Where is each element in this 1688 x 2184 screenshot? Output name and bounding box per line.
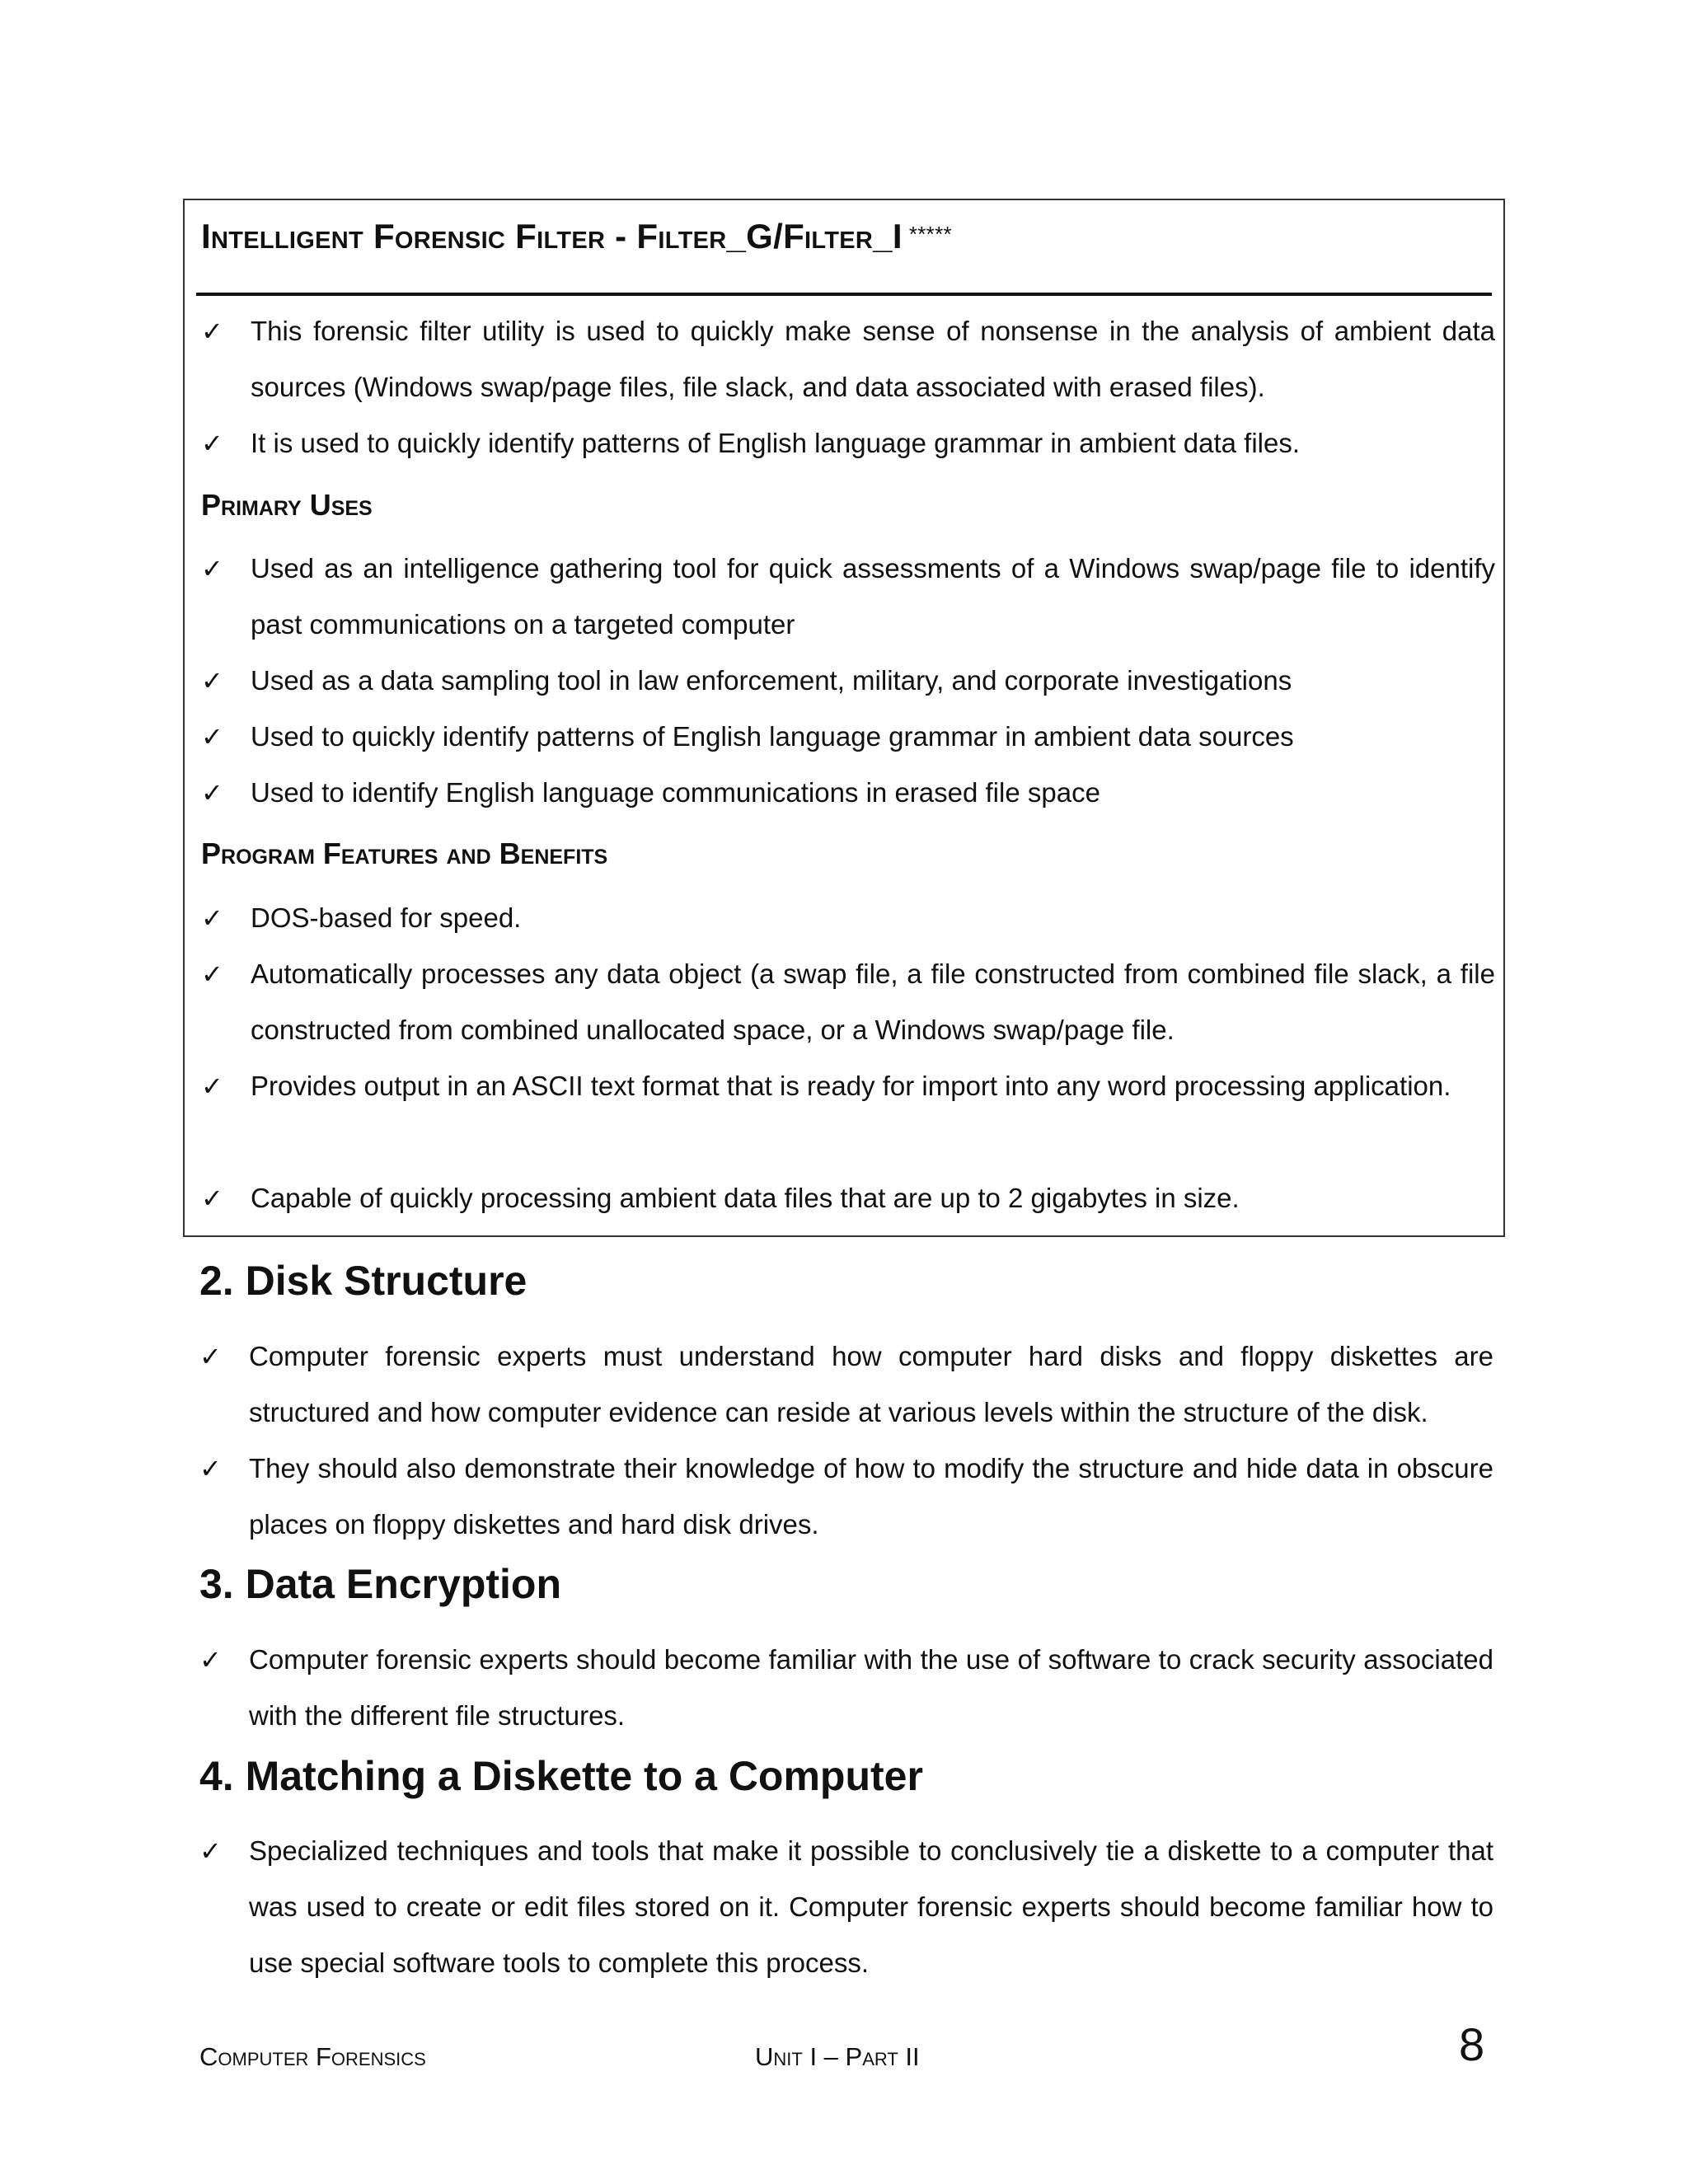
list-item: ✓ Capable of quickly processing ambient data files that are up to 2 gigabytes in size. [201,1170,1495,1226]
checkmark-icon: ✓ [201,1183,223,1213]
checkmark-icon: ✓ [201,429,223,458]
list-item: ✓ Computer forensic experts should become familiar with the use of software to crack security associated with the different file structures. [199,1632,1493,1744]
list-item: ✓ They should also demonstrate their knowledge of how to modify the structure and hide data in obscure places on floppy diskettes and hard disk drives. [199,1441,1493,1553]
checkmark-icon: ✓ [199,1836,222,1866]
checkmark-icon: ✓ [201,554,223,583]
title-divider [196,293,1492,296]
box-title [201,217,952,256]
checkmark-icon: ✓ [201,903,223,933]
checkmark-icon: ✓ [199,1454,222,1483]
list-item: ✓ DOS-based for speed. [201,890,1495,946]
section-heading-data-encryption: 3. Data Encryption [199,1561,561,1607]
list-item: ✓ Used to identify English language communications in erased file space [201,765,1495,821]
checkmark-icon: ✓ [201,722,223,752]
footer-unit-label: Unit I – Part II [755,2042,920,2071]
list-item: ✓ Used as an intelligence gathering tool for quick assessments of a Windows swap/page file to identify past communications on a targeted computer [201,541,1495,653]
box-title-text: Intelligent Forensic Filter - Filter_G/Filter_I [201,217,903,255]
rating-stars: ***** [908,222,952,246]
checkmark-icon: ✓ [201,959,223,989]
checkmark-icon: ✓ [199,1645,222,1675]
filter-info-box [183,199,1505,1237]
list-item: ✓ Computer forensic experts must understand how computer hard disks and floppy diskettes are structured and how computer evidence can reside at various levels within the structure of the disk. [199,1329,1493,1441]
page-number: 8 [1459,2018,1485,2070]
primary-uses-heading: Primary Uses [201,488,373,522]
list-item: ✓ Used to quickly identify patterns of English language grammar in ambient data sources [201,709,1495,765]
checkmark-icon: ✓ [201,778,223,808]
section-heading-matching-diskette: 4. Matching a Diskette to a Computer [199,1753,923,1799]
checkmark-icon: ✓ [201,1071,223,1101]
checkmark-icon: ✓ [201,316,223,346]
list-item: ✓ It is used to quickly identify patterns of English language grammar in ambient data files. [201,415,1495,471]
list-item: ✓ This forensic filter utility is used to quickly make sense of nonsense in the analysis of ambient data sources (Windows swap/page files, file slack, and data associated with erased files). [201,303,1495,415]
section-heading-disk-structure: 2. Disk Structure [199,1258,528,1304]
list-item: ✓ Used as a data sampling tool in law enforcement, military, and corporate investigations [201,653,1495,709]
footer-course-title: Computer Forensics [199,2042,426,2071]
list-item: ✓ Provides output in an ASCII text format that is ready for import into any word processing application. [201,1058,1495,1114]
checkmark-icon: ✓ [201,666,223,696]
list-item: ✓ Specialized techniques and tools that make it possible to conclusively tie a diskette to a computer that was used to create or edit files stored on it. Computer forensic experts should become familiar how to use special software tools to complete this process. [199,1823,1493,1991]
checkmark-icon: ✓ [199,1342,222,1371]
list-item: ✓ Automatically processes any data object (a swap file, a file constructed from combined file slack, a file constructed from combined unallocated space, or a Windows swap/page file. [201,946,1495,1058]
features-heading: Program Features and Benefits [201,837,608,870]
